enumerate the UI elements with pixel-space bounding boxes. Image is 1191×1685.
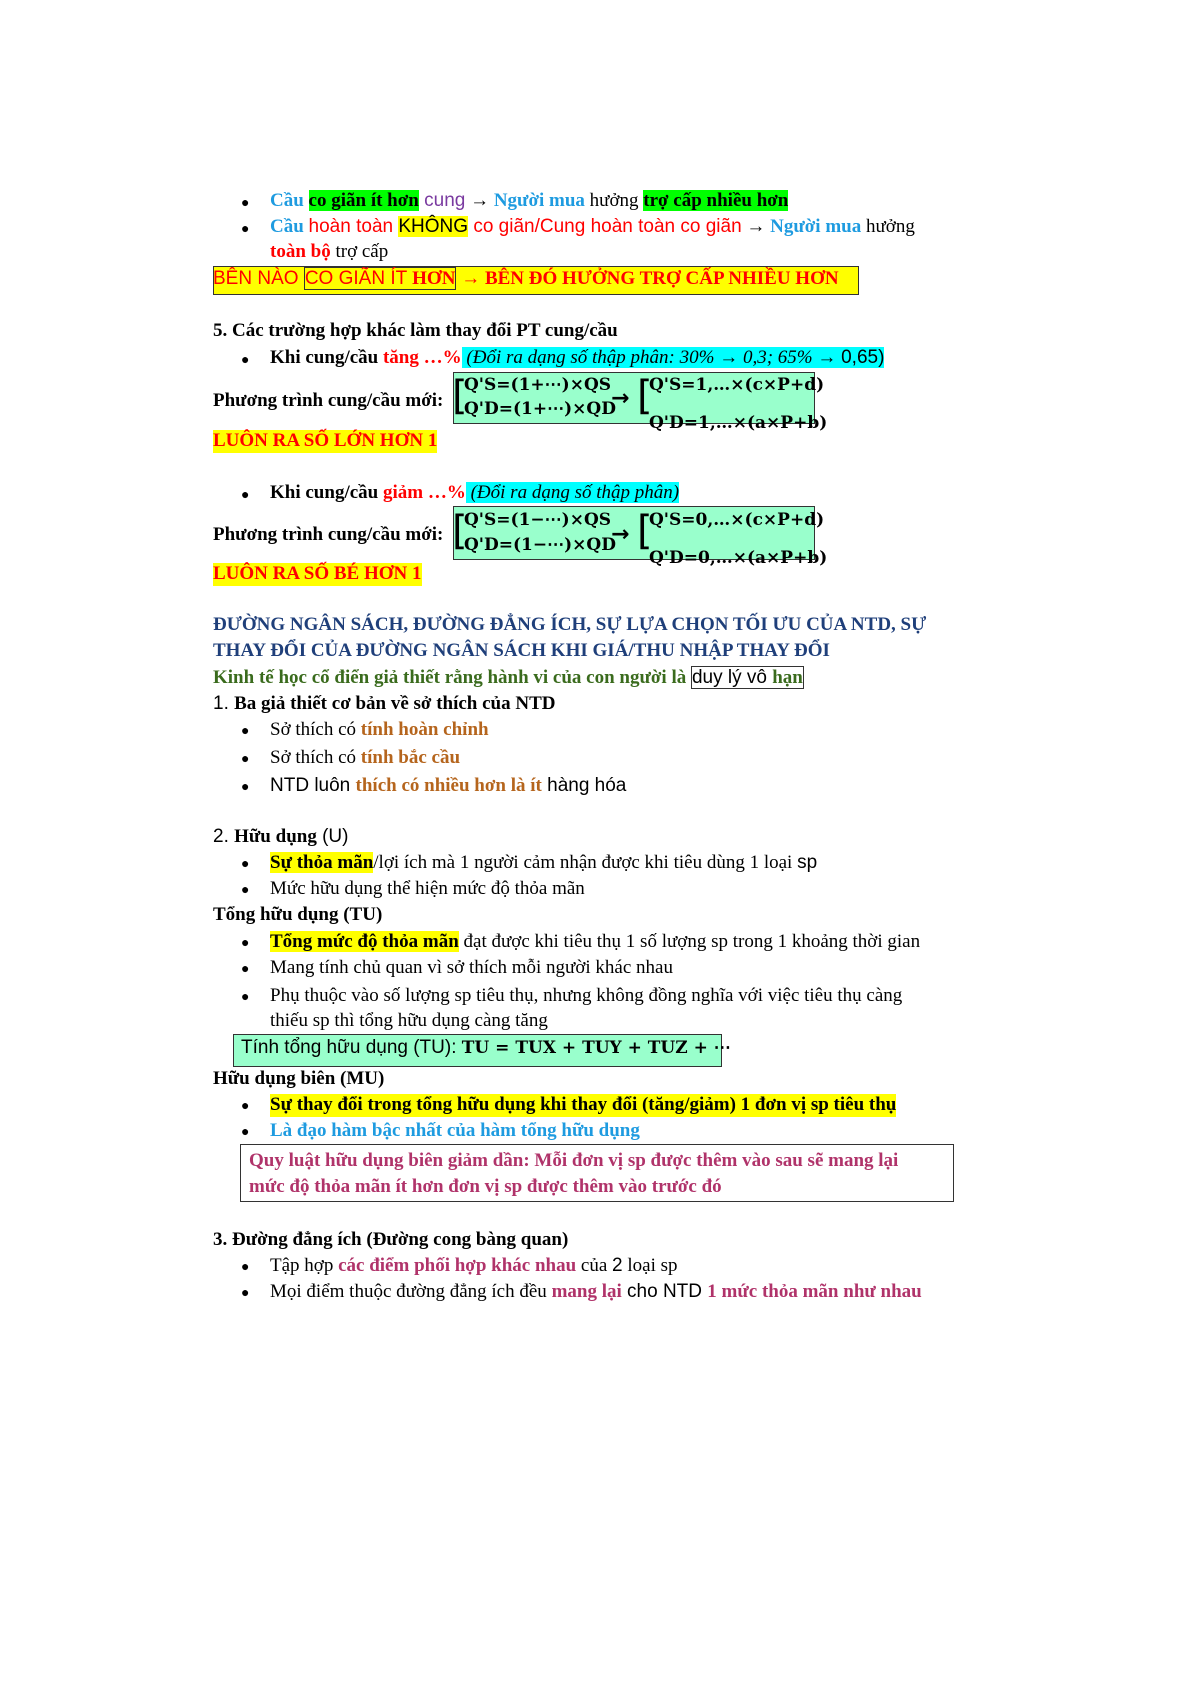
subsidy-line-2: Cầu hoàn toàn KHÔNG co giãn/Cung hoàn toàn co giãn → Người mua hưởng (270, 216, 915, 237)
decrease-bullet: Khi cung/cầu giảm …% (Đổi ra dạng số thập phân) (270, 482, 680, 503)
arrow-icon: → (611, 522, 630, 547)
list-item: NTD luôn thích có nhiều hơn là ít hàng hóa (270, 775, 627, 796)
formula-qd-new: Q'D=0,…×(a×P+b) (649, 548, 828, 568)
bracket-icon: [ (452, 373, 468, 419)
bracket-icon: [ (637, 373, 653, 419)
arrow-icon: → (611, 386, 630, 411)
bullet-dot: ● (241, 883, 250, 898)
formula-qs-new: Q'S=1,…×(c×P+d) (649, 375, 825, 395)
bullet-dot: ● (241, 780, 250, 795)
decrease-formula-box (452, 506, 828, 568)
bullet-dot: ● (241, 1260, 250, 1275)
section3-title: 3. Đường đẳng ích (Đường cong bàng quan) (213, 1229, 569, 1250)
list-item: Mức hữu dụng thể hiện mức độ thỏa mãn (270, 878, 585, 899)
bullet-dot: ● (241, 353, 250, 368)
section5-title: 5. Các trường hợp khác làm thay đổi PT cung/cầu (213, 320, 618, 341)
bullet-dot: ● (241, 196, 250, 211)
list-item: Mang tính chủ quan vì sở thích mỗi người khác nhau (270, 957, 673, 978)
bullet-dot: ● (241, 222, 250, 237)
list-item: Là đạo hàm bậc nhất của hàm tổng hữu dụng (270, 1120, 640, 1141)
heading-line-2: THAY ĐỔI CỦA ĐƯỜNG NGÂN SÁCH KHI GIÁ/THU NHẬP THAY ĐỔI (213, 640, 830, 661)
heading-line-1: ĐƯỜNG NGÂN SÁCH, ĐƯỜNG ĐẲNG ÍCH, SỰ LỰA CHỌN TỐI ƯU CỦA NTD, SỰ (213, 614, 927, 635)
increase-label: Phương trình cung/cầu mới: (213, 390, 444, 411)
decrease-note: LUÔN RA SỐ BÉ HƠN 1 (213, 563, 422, 584)
list-item: Tập hợp các điểm phối hợp khác nhau của 2 loại sp (270, 1255, 678, 1276)
list-item: Mọi điểm thuộc đường đẳng ích đều mang lại cho NTD 1 mức thỏa mãn như nhau (270, 1281, 922, 1302)
decrease-label: Phương trình cung/cầu mới: (213, 524, 444, 545)
bullet-dot: ● (241, 962, 250, 977)
bullet-dot: ● (241, 857, 250, 872)
bullet-dot: ● (241, 488, 250, 503)
subsidy-line-2-cont: toàn bộ trợ cấp (270, 241, 389, 262)
bracket-icon: [ (452, 508, 468, 554)
formula-qd-new: Q'D=1,…×(a×P+b) (649, 413, 828, 433)
bullet-dot: ● (241, 990, 250, 1005)
formula-qd-old: Q'D=(1−⋯)×QD (464, 535, 616, 555)
list-item-cont: thiếu sp thì tổng hữu dụng càng tăng (270, 1010, 548, 1031)
list-item: Sở thích có tính bắc cầu (270, 747, 461, 768)
bullet-dot: ● (241, 752, 250, 767)
section2-title: 2. Hữu dụng (U) (213, 826, 349, 847)
list-item: Sở thích có tính hoàn chỉnh (270, 719, 489, 740)
subsidy-line-1: Cầu co giãn ít hơn cung → Người mua hưởng trợ cấp nhiều hơn (270, 190, 789, 211)
heading-line-3: Kinh tế học cổ điển giả thiết rằng hành vi của con người là duy lý vô hạn (213, 667, 803, 688)
mu-title: Hữu dụng biên (MU) (213, 1068, 385, 1089)
formula-qs-old: Q'S=(1−⋯)×QS (464, 510, 612, 530)
formula-qs-old: Q'S=(1+⋯)×QS (464, 375, 612, 395)
bullet-dot: ● (241, 1099, 250, 1114)
law-line-1: Quy luật hữu dụng biên giảm dần: Mỗi đơn vị sp được thêm vào sau sẽ mang lại (249, 1150, 899, 1171)
subsidy-banner-text: BÊN NÀO CO GIÃN ÍT HƠN → BÊN ĐÓ HƯỞNG TRỢ CẤP NHIỀU HƠN (213, 268, 839, 289)
tu-title: Tổng hữu dụng (TU) (213, 904, 383, 925)
list-item: Sự thay đổi trong tổng hữu dụng khi thay đổi (tăng/giảm) 1 đơn vị sp tiêu thụ (270, 1094, 897, 1115)
bullet-dot: ● (241, 1125, 250, 1140)
bracket-icon: [ (637, 508, 653, 554)
tu-formula: Tính tổng hữu dụng (TU): TU = TUX + TUY + TUZ + ⋯ (241, 1037, 731, 1058)
increase-note: LUÔN RA SỐ LỚN HƠN 1 (213, 430, 438, 451)
formula-qs-new: Q'S=0,…×(c×P+d) (649, 510, 825, 530)
increase-formula-box (452, 372, 828, 433)
law-line-2: mức độ thỏa mãn ít hơn đơn vị sp được thêm vào trước đó (249, 1176, 722, 1197)
increase-bullet: Khi cung/cầu tăng …% (Đổi ra dạng số thập phân: 30% → 0,3; 65% → 0,65) (270, 347, 885, 368)
bullet-dot: ● (241, 724, 250, 739)
section1-title: 1. Ba giả thiết cơ bản về sở thích của NTD (213, 693, 556, 714)
list-item: Sự thỏa mãn/lợi ích mà 1 người cảm nhận được khi tiêu dùng 1 loại sp (270, 852, 818, 873)
list-item: Phụ thuộc vào số lượng sp tiêu thụ, nhưng không đồng nghĩa với việc tiêu thụ càng (270, 985, 903, 1006)
bullet-dot: ● (241, 1286, 250, 1301)
list-item: Tổng mức độ thỏa mãn đạt được khi tiêu thụ 1 số lượng sp trong 1 khoảng thời gian (270, 931, 921, 952)
bullet-dot: ● (241, 936, 250, 951)
formula-qd-old: Q'D=(1+⋯)×QD (464, 399, 616, 419)
